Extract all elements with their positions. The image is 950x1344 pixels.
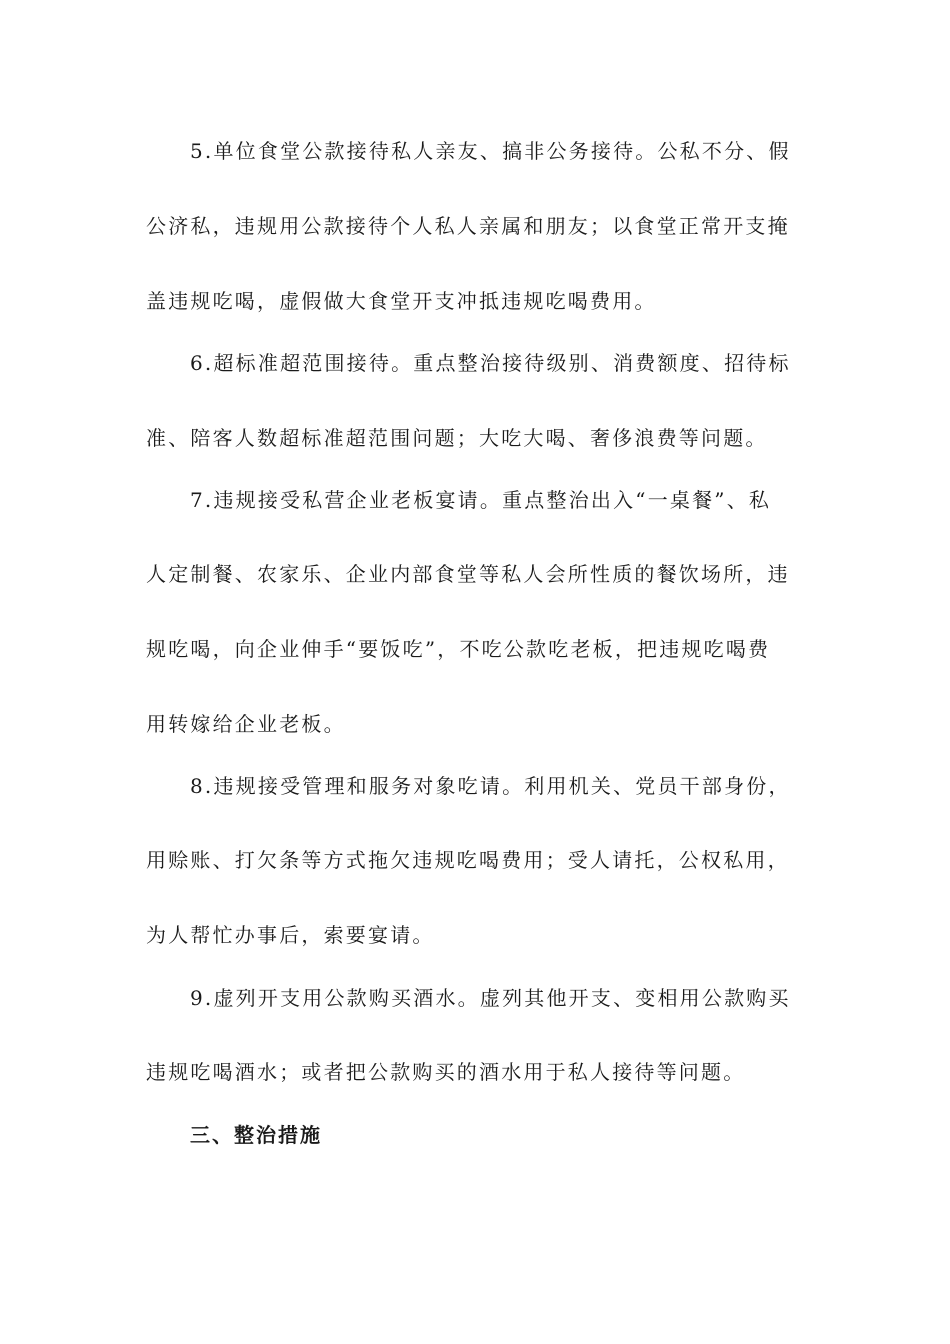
paragraph-6-line-1: 6.超标准超范围接待。重点整治接待级别、消费额度、招待标 (190, 351, 791, 375)
paragraph-7-line-3: 规吃喝，向企业伸手“要饭吃”，不吃公款吃老板，把违规吃喝费 (146, 637, 771, 661)
paragraph-7-line-1: 7.违规接受私营企业老板宴请。重点整治出入“一桌餐”、私 (190, 488, 772, 512)
paragraph-7-line-4: 用转嫁给企业老板。 (146, 712, 346, 736)
paragraph-5-line-3: 盖违规吃喝，虚假做大食堂开支冲抵违规吃喝费用。 (146, 289, 657, 313)
paragraph-8-line-3: 为人帮忙办事后，索要宴请。 (146, 923, 435, 947)
paragraph-5-line-1: 5.单位食堂公款接待私人亲友、搞非公务接待。公私不分、假 (190, 139, 791, 163)
paragraph-8-line-1: 8.违规接受管理和服务对象吃请。利用机关、党员干部身份， (190, 774, 791, 798)
paragraph-6-line-2: 准、陪客人数超标准超范围问题；大吃大喝、奢侈浪费等问题。 (146, 426, 768, 450)
paragraph-8-line-2: 用赊账、打欠条等方式拖欠违规吃喝费用；受人请托，公权私用， (146, 848, 790, 872)
section-heading: 三、整治措施 (190, 1123, 322, 1147)
paragraph-9-line-2: 违规吃喝酒水；或者把公款购买的酒水用于私人接待等问题。 (146, 1060, 746, 1084)
paragraph-7-line-2: 人定制餐、农家乐、企业内部食堂等私人会所性质的餐饮场所，违 (146, 562, 790, 586)
paragraph-5-line-2: 公济私，违规用公款接待个人私人亲属和朋友；以食堂正常开支掩 (146, 214, 790, 238)
paragraph-9-line-1: 9.虚列开支用公款购买酒水。虚列其他开支、变相用公款购买 (190, 986, 791, 1010)
